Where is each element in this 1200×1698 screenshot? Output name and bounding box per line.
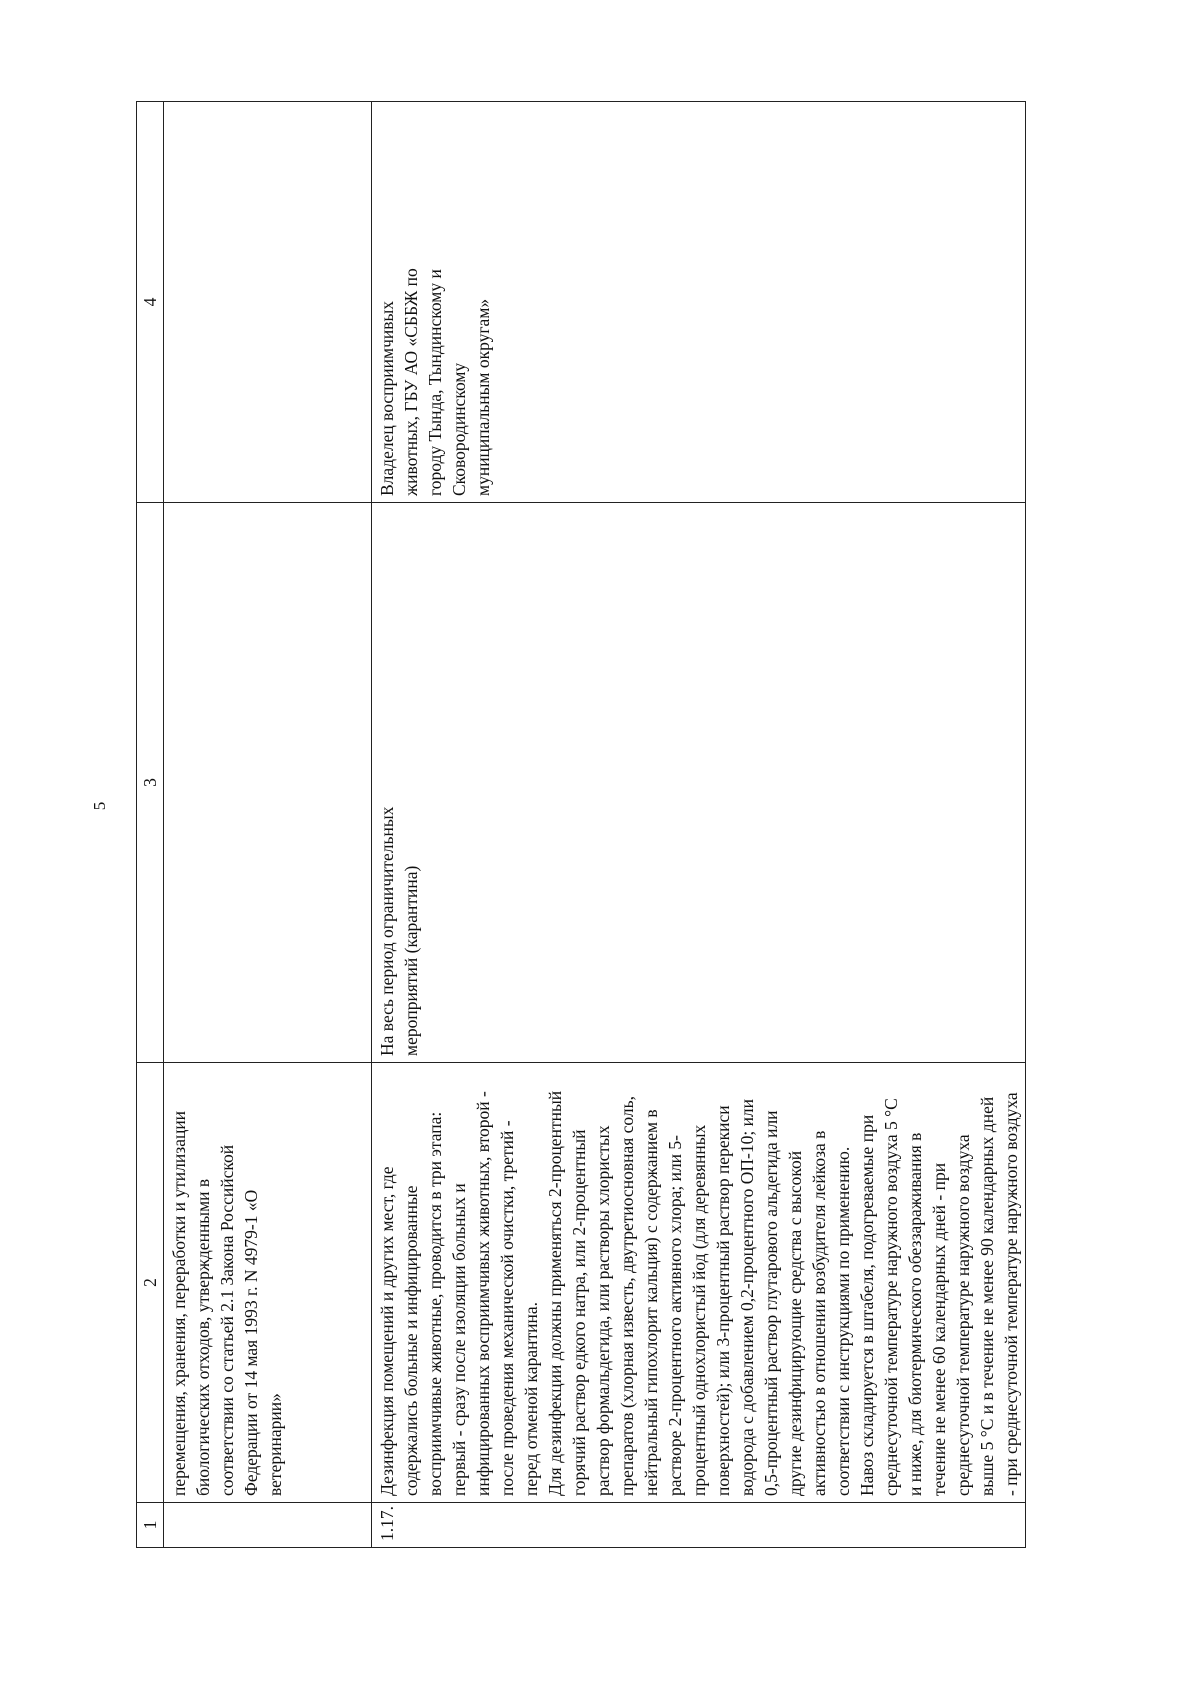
responsible-cell [164, 102, 372, 503]
table-row [164, 102, 372, 1548]
header-cell-2: 2 [137, 1063, 164, 1503]
header-cell-1: 1 [137, 1503, 164, 1548]
measures-table [136, 101, 1026, 1548]
table-row [372, 102, 1026, 1548]
rotated-sheet [136, 102, 1111, 1548]
period-cell [164, 503, 372, 1063]
row-number-cell [164, 1503, 372, 1548]
page-number: 5 [90, 801, 109, 811]
table-header-row [137, 102, 164, 1548]
period-cell: На весь период ограничительных мероприятий (карантина) [372, 503, 1026, 1063]
row-number-cell: 1.17. [372, 1503, 1026, 1548]
measure-cell: перемещения, хранения, переработки и утилизации биологических отходов, утвержденными в соответствии со статьей 2.1 Закона Российской Федерации от 14 мая 1993 г. N 4979-1 «О ветеринарии» [164, 1063, 372, 1503]
header-cell-4: 4 [137, 102, 164, 503]
measure-cell: Дезинфекция помещений и других мест, где содержались больные и инфицированные восприимчивые животные, проводится в три этапа: первый - сразу после изоляции больных и инфицированных восприимчивых животных, второй - после проведения механической очистки, третий - перед отменой карантина. Для дезинфекции должны применяться 2-процентный горячий раствор едкого натра, или 2-процентный раствор формальдегида, или растворы хлористых препаратов (хлорная известь, двутретиосновная соль, нейтральный гипохлорит кальция) с содержанием в растворе 2-процентного активного хлора; или 5- процентный однохлористый йод (для деревянных поверхностей); или 3-процентный раствор перекиси водорода с добавлением 0,2-процентного ОП-10; или 0,5-процентный раствор глутарового альдегида или другие дезинфицирующие средства с высокой активностью в отношении возбудителя лейкоза в соответствии с инструкциями по применению. Навоз складируется в штабеля, подогреваемые при среднесуточной температуре наружного воздуха 5 °С и ниже, для биотермического обеззараживания в течение не менее 60 календарных дней - при среднесуточной температуре наружного воздуха выше 5 °С и в течение не менее 90 календарных дней - при среднесуточной температуре наружного воздуха [372, 1063, 1026, 1503]
responsible-cell: Владелец восприимчивых животных, ГБУ АО «СББЖ по городу Тында, Тындинскому и Сковородинскому муниципальным округам» [372, 102, 1026, 503]
header-cell-3: 3 [137, 503, 164, 1063]
